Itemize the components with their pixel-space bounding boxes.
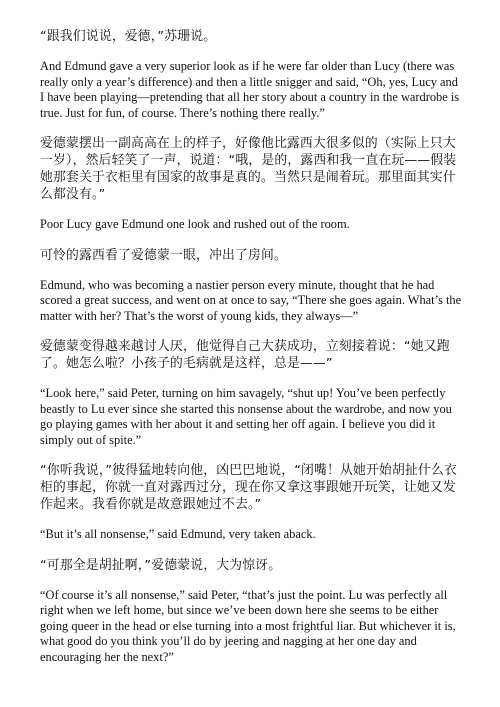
paragraph-en-6: “Of course it’s all nonsense,” said Peter, “that’s just the point. Lu was perfectly all right when we left home, but since we’ve been down here she seems to be either going queer in the head or else turning into a most frightful liar. But whichever it is, what good do you think you’ll do by jeering and nagging at her one day and encouraging her the next?” (40, 587, 456, 664)
document-page (40, 28, 464, 679)
paragraph-zh-4: 爱德蒙变得越来越讨人厌，他觉得自己大获成功，立刻接着说：“她又跑了。她怎么啦？小孩子的毛病就是这样，总是——” (40, 339, 450, 371)
paragraph-zh-5: “你听我说，”彼得猛地转向他，凶巴巴地说，“闭嘴！从她开始胡扯什么衣柜的事起，你就一直对露西过分，现在你又拿这事跟她开玩笑，让她又发作起来。我看你就是故意跟她过不去。” (40, 463, 457, 512)
paragraph-en-4: “Look here,” said Peter, turning on him savagely, “shut up! You’ve been perfectly beastly to Lu ever since she started this nonsense about the wardrobe, and now you go playing games with her about it and setting her off again. I believe you did it simply out of spite.” (40, 386, 452, 447)
paragraph-en-2: Poor Lucy gave Edmund one look and rushed out of the room. (40, 217, 350, 231)
paragraph-zh-3: 可怜的露西看了爱德蒙一眼，冲出了房间。 (40, 247, 287, 263)
paragraph-zh-6: “可那全是胡扯啊，”爱德蒙说，大为惊讶。 (40, 557, 282, 573)
paragraph-zh-1: “跟我们说说，爱德，”苏珊说。 (40, 29, 217, 44)
paragraph-en-3: Edmund, who was becoming a nastier person every minute, thought that he had scored a great success, and went on at once to say, “There she goes again. What’s the matter with her? That’s the worst of young kids, they always—” (40, 277, 462, 323)
paragraph-en-5: “But it’s all nonsense,” said Edmund, very taken aback. (40, 527, 316, 541)
paragraph-zh-2: 爱德蒙摆出一副高高在上的样子，好像他比露西大很多似的（实际上只大一岁），然后轻笑了一声，说道：“哦，是的，露西和我一直在玩——假装她那套关于衣柜里有国家的故事是真的。当然只是闹着玩。那里面其实什么都没有。” (40, 136, 457, 202)
paragraph-en-1: And Edmund gave a very superior look as if he were far older than Lucy (there was really only a year’s difference) and then a little snigger and said, “Oh, yes, Lucy and I have been playing—pretending that all her story about a country in the wardrobe is true. Just for fun, of course. There’s nothing there really.” (40, 59, 460, 120)
